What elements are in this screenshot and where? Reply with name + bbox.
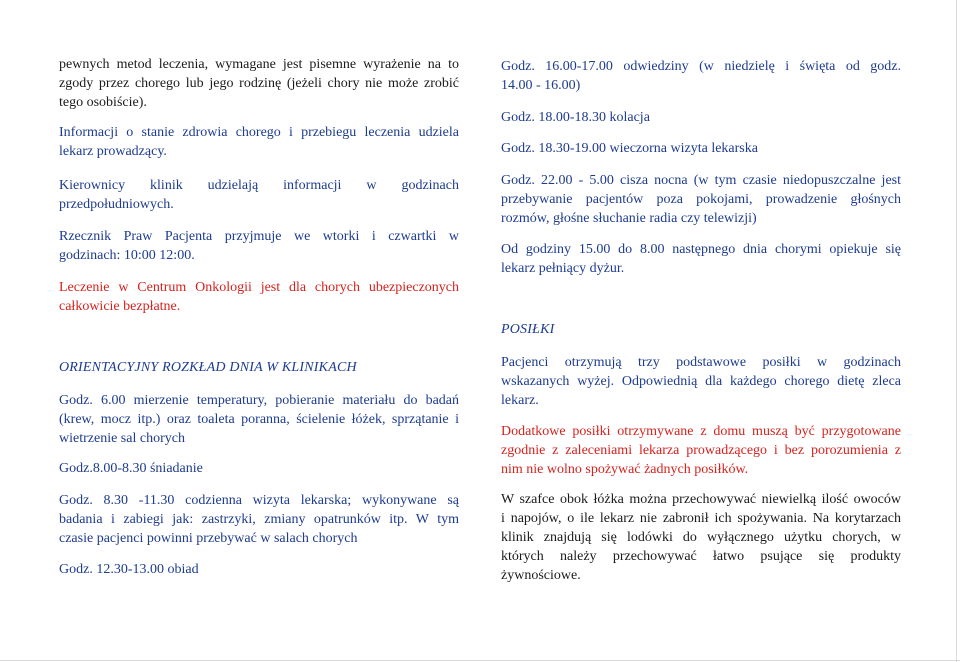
text-line: i napojów, o ile lekarz nie zabronił ich spożywania. Na korytarzach	[501, 511, 901, 526]
info-paragraph	[59, 123, 459, 161]
schedule-night-quiet	[501, 171, 901, 228]
patient-ombudsman-paragraph	[59, 227, 459, 265]
duty-doctor-paragraph	[501, 240, 901, 278]
daily-schedule-heading	[59, 358, 459, 377]
text-line: Godz.8.00-8.30 śniadanie	[59, 461, 203, 476]
text-line: wietrzenie sal chorych	[59, 431, 185, 446]
text-line: Od godziny 15.00 do 8.00 następnego dnia chorymi opiekuje się	[501, 242, 901, 257]
text-line: Godz. 22.00 - 5.00 cisza nocna (w tym czasie niedopuszczalne jest	[501, 173, 901, 188]
text-line: zgody przez chorego lub jego rodzinę (jeżeli chory nie może zrobić	[59, 76, 459, 91]
consent-paragraph	[59, 55, 459, 112]
text-line: Godz. 12.30-13.00 obiad	[59, 562, 199, 577]
text-line: Godz. 16.00-17.00 odwiedziny (w niedzielę i święta od godz.	[501, 59, 901, 74]
text-line: Pacjenci otrzymują trzy podstawowe posiłki w godzinach	[501, 355, 901, 370]
schedule-0600	[59, 391, 459, 448]
text-line: 14.00 - 16.00)	[501, 78, 581, 93]
text-line: Leczenie w Centrum Onkologii jest dla chorych ubezpieczonych	[59, 280, 459, 295]
text-line: Godz. 18.30-19.00 wieczorna wizyta lekarska	[501, 141, 758, 156]
text-line: rozmów, głośne słuchanie radia czy telewizji)	[501, 211, 757, 226]
meals-basic-paragraph	[501, 353, 901, 410]
text-line: pewnych metod leczenia, wymagane jest pisemne wyrażenie na to	[59, 57, 459, 72]
schedule-supper	[501, 108, 901, 127]
page-border-right	[956, 0, 957, 662]
text-line: całkowicie bezpłatne.	[59, 299, 181, 314]
text-line: czasie pacjenci powinni przebywać w salach chorych	[59, 531, 358, 546]
text-line: żywnościowe.	[501, 568, 581, 583]
text-line: W szafce obok łóżka można przechowywać niewielką ilość owoców	[501, 492, 901, 507]
text-line: których należy przechowywać łatwo psujące się produkty	[501, 549, 901, 564]
food-storage-paragraph	[501, 490, 901, 585]
free-treatment-paragraph	[59, 278, 459, 316]
text-line: lekarz prowadzący.	[59, 144, 167, 159]
schedule-visiting-hours	[501, 57, 901, 95]
text-line: badania i zabiegi jak: zastrzyki, zmiany opatrunków itp. W tym	[59, 512, 459, 527]
text-line: godzinach: 10:00 12:00.	[59, 248, 195, 263]
text-line: Rzecznik Praw Pacjenta przyjmuje we wtorki i czwartki w	[59, 229, 459, 244]
text-line: lekarz pełniący dyżur.	[501, 261, 625, 276]
page-border-bottom	[0, 660, 960, 661]
text-line: przebywanie pacjentów poza pokojami, prowadzenie głośnych	[501, 192, 901, 207]
schedule-breakfast	[59, 459, 459, 478]
text-line: (krew, mocz itp.) oraz toaleta poranna, ścielenie łóżek, sprzątanie i	[59, 412, 459, 427]
text-line: przedpołudniowych.	[59, 197, 174, 212]
meals-from-home-paragraph	[501, 422, 901, 479]
text-line: tego osobiście).	[59, 95, 147, 110]
text-line: wskazanych wyżej. Odpowiednią dla każdego chorego dietę zleca	[501, 374, 901, 389]
text-line: Godz. 6.00 mierzenie temperatury, pobieranie materiału do badań	[59, 393, 459, 408]
schedule-doctor-round	[59, 491, 459, 548]
text-line: Kierownicy klinik udzielają informacji w godzinach	[59, 178, 459, 193]
section-heading: ORIENTACYJNY ROZKŁAD DNIA W KLINIKACH	[59, 360, 357, 375]
clinic-heads-paragraph	[59, 176, 459, 214]
text-line: Dodatkowe posiłki otrzymywane z domu muszą być przygotowane	[501, 424, 901, 439]
text-line: Godz. 18.00-18.30 kolacja	[501, 110, 650, 125]
text-line: klinik znajdują się lodówki do wyłącznego użytku chorych, w	[501, 530, 901, 545]
section-heading: POSIŁKI	[501, 322, 555, 337]
text-line: lekarz.	[501, 393, 539, 408]
schedule-evening-round	[501, 139, 901, 158]
text-line: Informacji o stanie zdrowia chorego i przebiegu leczenia udziela	[59, 125, 459, 140]
meals-heading	[501, 320, 901, 339]
text-line: Godz. 8.30 -11.30 codzienna wizyta lekarska; wykonywane są	[59, 493, 459, 508]
schedule-lunch	[59, 560, 459, 579]
text-line: zgodnie z zaleceniami lekarza prowadzącego i bez porozumienia z	[501, 443, 901, 458]
text-line: nim nie wolno spożywać żadnych posiłków.	[501, 462, 749, 477]
